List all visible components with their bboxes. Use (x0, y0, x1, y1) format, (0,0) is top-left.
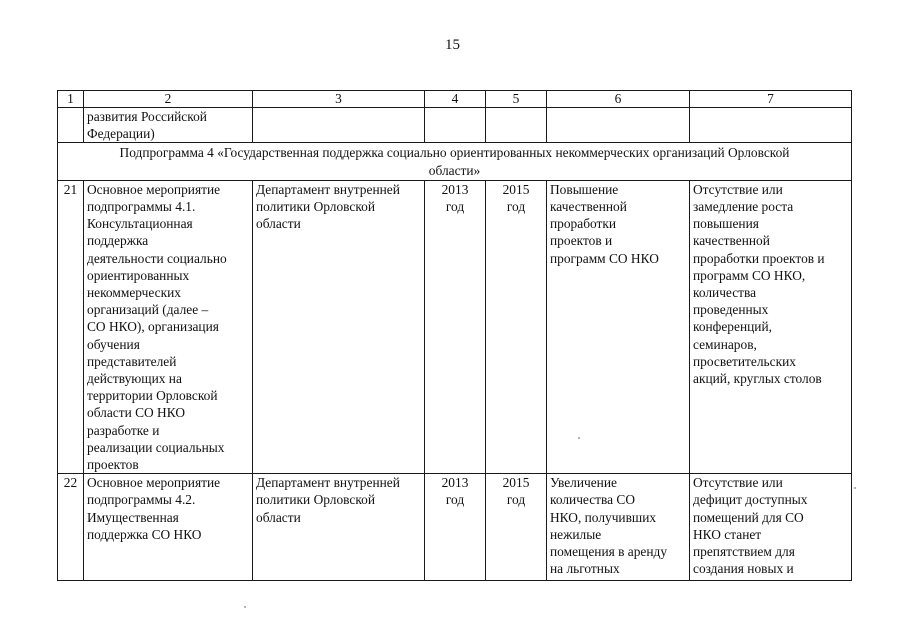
cell-line: разработке и (87, 422, 160, 438)
cell-line: Основное мероприятие (87, 181, 221, 197)
executor-cell (253, 180, 425, 473)
cell-line: Увеличение (550, 475, 617, 491)
cell-line: НКО, получивших (550, 509, 657, 525)
cell-line: подпрограммы 4.2. (87, 492, 196, 508)
cell-line: Имущественная (87, 509, 179, 525)
cell-line: год (506, 199, 526, 215)
cell-line: год (445, 199, 465, 215)
cell-line: 2013 (441, 181, 469, 197)
cell-line: год (445, 492, 465, 508)
table-cell (425, 108, 486, 143)
cell-line: представителей (87, 353, 177, 369)
cell-line: политики Орловской (256, 492, 376, 508)
cell-line: деятельности социально (87, 250, 227, 266)
cell-line: повышения (693, 216, 759, 232)
cell-line: создания новых и (693, 561, 794, 577)
cell-line: Департамент внутренней (256, 475, 400, 491)
column-number-row (58, 91, 852, 108)
cell-line: организаций (далее – (87, 302, 209, 318)
cell-line: развития Российской (87, 109, 207, 124)
cell-line: области СО НКО (87, 405, 185, 421)
heading-line: Подпрограмма 4 «Государственная поддержка социально ориентированных некоммерческих организаций Орловской (119, 145, 790, 161)
cell-line: программ СО НКО, (693, 267, 806, 283)
row-number: 21 (58, 180, 84, 473)
event-cell (84, 180, 253, 473)
cell-line: помещения в аренду (550, 544, 668, 560)
cell-line: проектов (87, 457, 139, 473)
cell-line: конференций, (693, 319, 772, 335)
end-year-cell (486, 474, 547, 581)
cell-line: дефицит доступных (693, 492, 808, 508)
cell-line: области (256, 509, 301, 525)
cell-line: действующих на (87, 371, 182, 387)
cell-line: просветительских (693, 353, 796, 369)
cell-line: помещений для СО (693, 509, 804, 525)
column-number: 2 (84, 91, 253, 108)
cell-line: политики Орловской (256, 199, 376, 215)
page-number: 15 (445, 37, 460, 53)
cell-line: акций, круглых столов (693, 371, 822, 387)
cell-line: качественной (693, 233, 770, 249)
result-cell (547, 474, 690, 581)
subprogram-heading-row (58, 143, 852, 180)
scan-speck (578, 437, 580, 439)
cell-line: поддержка СО НКО (87, 526, 202, 542)
cell-line: поддержка (87, 233, 149, 249)
cell-line: Отсутствие или (693, 181, 783, 197)
start-year-cell (425, 474, 486, 581)
scan-speck (244, 606, 246, 608)
cell-line: некоммерческих (87, 285, 181, 301)
cell-line: 2013 (441, 475, 469, 491)
measures-table (57, 90, 852, 581)
cell-line: Основное мероприятие (87, 475, 221, 491)
column-number: 7 (690, 91, 852, 108)
cell-line: СО НКО), организация (87, 319, 219, 335)
start-year-cell (425, 180, 486, 473)
column-number: 4 (425, 91, 486, 108)
table-cell (58, 108, 84, 143)
event-cell (84, 474, 253, 581)
cell-line: замедление роста (693, 199, 794, 215)
table-cell (486, 108, 547, 143)
cell-line: Департамент внутренней (256, 181, 400, 197)
cell-line: Отсутствие или (693, 475, 783, 491)
cell-line: Повышение (550, 181, 619, 197)
cell-line: программ СО НКО (550, 250, 659, 266)
cell-line: семинаров, (693, 336, 757, 352)
cell-line: количества (693, 285, 757, 301)
table-cell (690, 108, 852, 143)
cell-line: качественной (550, 199, 627, 215)
executor-cell (253, 474, 425, 581)
cell-line: 2015 (502, 475, 530, 491)
cell-line: проработки (550, 216, 617, 232)
cell-line: реализации социальных (87, 439, 225, 455)
cell-line: количества СО (550, 492, 636, 508)
column-number: 6 (547, 91, 690, 108)
continuation-row (58, 108, 852, 143)
cell-line: проведенных (693, 302, 769, 318)
row-number: 22 (58, 474, 84, 581)
subprogram-heading (58, 143, 852, 180)
table-cell (547, 108, 690, 143)
cell-line: Консультационная (87, 216, 193, 232)
table-cell (253, 108, 425, 143)
cell-line: подпрограммы 4.1. (87, 199, 196, 215)
column-number: 1 (58, 91, 84, 108)
consequence-cell (690, 474, 852, 581)
result-cell (547, 180, 690, 473)
cell-line: нежилые (550, 526, 602, 542)
cell-line: проработки проектов и (693, 250, 825, 266)
cell-line: территории Орловской (87, 388, 218, 404)
cell-line: на льготных (550, 561, 620, 577)
column-number: 5 (486, 91, 547, 108)
cell-line: препятствием для (693, 544, 795, 560)
consequence-cell (690, 180, 852, 473)
cell-line: обучения (87, 336, 140, 352)
cell-line: НКО станет (693, 526, 762, 542)
end-year-cell (486, 180, 547, 473)
cell-line: год (506, 492, 526, 508)
cell-line: Федерации) (87, 126, 155, 142)
table-row (58, 474, 852, 581)
event-cell (84, 108, 253, 143)
cell-line: ориентированных (87, 267, 190, 283)
cell-line: проектов и (550, 233, 613, 249)
column-number: 3 (253, 91, 425, 108)
table-row (58, 180, 852, 473)
heading-line: области» (428, 162, 481, 178)
cell-line: 2015 (502, 181, 530, 197)
cell-line: области (256, 216, 301, 232)
scan-speck (854, 487, 856, 489)
